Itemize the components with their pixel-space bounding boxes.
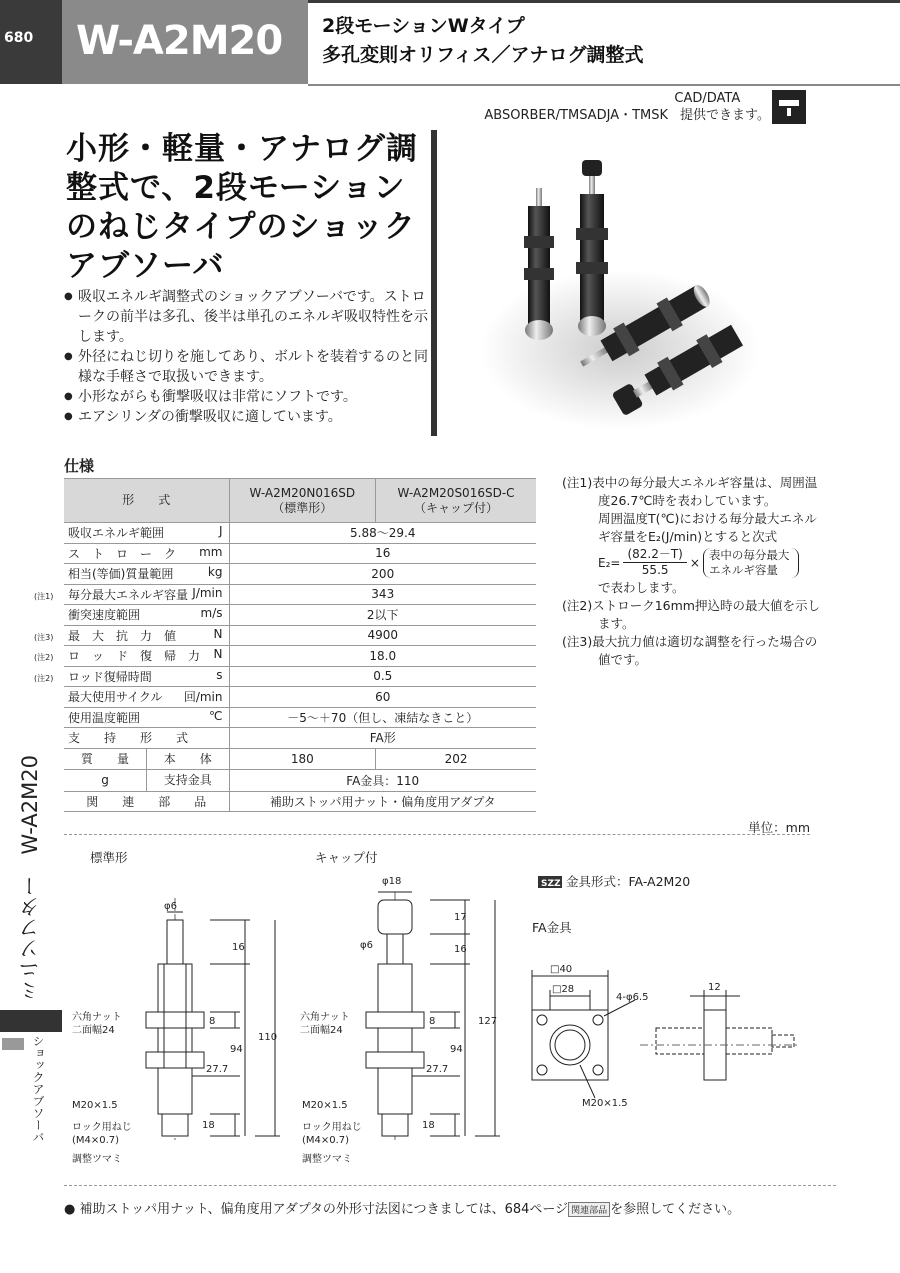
cad-line1: CAD/DATA — [674, 91, 741, 106]
fa-thread-label: M20×1.5 — [582, 1098, 628, 1109]
feature-list — [64, 287, 430, 427]
col1-variant: （標準形） — [272, 500, 333, 515]
std-hex-label2: 二面幅24 — [72, 1025, 115, 1036]
mass-label: 質 量 — [80, 752, 129, 767]
table-row: (注2) ロ ッ ド 復 帰 力 N 18.0 — [64, 646, 536, 667]
energy-formula: E₂= $\frac{(82.2-T)}{55.5}$ × 表中の毎分最大エネルギ容量 — [562, 547, 822, 578]
side-category-label: ショックアブソーバ — [31, 1035, 45, 1143]
std-drawing-title: 標準形 — [90, 850, 128, 865]
side-tab-dark — [0, 1010, 62, 1032]
side-model-label: ミニソフター W-A2M20 — [18, 755, 42, 1002]
table-row: (注3) 最 大 抗 力 値 N 4900 — [64, 625, 536, 646]
std-dim-18: 18 — [202, 1120, 215, 1131]
feature-item: ● 外径にねじ切りを施してあり、ボルトを装着するのと同様な手軽さで取扱いできます。 — [64, 347, 430, 387]
heading-line4: アブソーバ — [66, 248, 225, 284]
product-photo — [470, 150, 760, 440]
unit-label: 単位：mm — [748, 820, 810, 835]
table-row: 使用温度範囲 ℃ －5～＋70（但し、凍結なきこと） — [64, 707, 536, 728]
std-dim-phi6: φ6 — [164, 901, 177, 912]
model-title: W-A2M20 — [62, 0, 308, 84]
heading-line1: 小形・軽量・アナログ調 — [66, 131, 418, 167]
cap-hex-label1: 六角ナット — [300, 1012, 350, 1023]
mass-unit: g — [101, 773, 109, 788]
cap-lock-label2: (M4×0.7) — [302, 1135, 350, 1146]
spec-title: 仕様 — [64, 457, 95, 475]
fa-title: FA金具 — [532, 920, 572, 935]
spec-header-row — [64, 479, 536, 523]
table-row: (注2) ロッド復帰時間 s 0.5 — [64, 666, 536, 687]
note-2: (注2)ストローク16mm押込時の最大値を示します。 — [562, 598, 820, 631]
cap-drawing-title: キャップ付 — [315, 850, 378, 865]
col1-model: W-A2M20N016SD — [249, 485, 356, 500]
table-row: 吸収エネルギ範囲 J 5.88～29.4 — [64, 523, 536, 544]
std-dim-94: 94 — [230, 1044, 243, 1055]
dimension-drawing — [60, 840, 840, 1180]
std-dim-27-7: 27.7 — [206, 1064, 229, 1075]
spec-header-col2 — [376, 479, 536, 523]
spec-header-col1 — [229, 479, 376, 523]
cad-line2: 提供できます。 — [680, 108, 770, 123]
page-number: 680 — [0, 0, 62, 84]
fa-dim-sq40: □40 — [550, 964, 573, 975]
fa-dim-12: 12 — [708, 982, 721, 993]
mass-mount-val: FA金具：110 — [229, 770, 536, 792]
note-1b: 周囲温度T(℃)における毎分最大エネルギ容量をE₂(J/min)とすると次式 — [598, 511, 817, 544]
spec-notes — [562, 474, 822, 669]
cad-code: ABSORBER/TMSADJA・TMSK — [484, 108, 669, 123]
cad-data-note — [484, 90, 770, 124]
table-row — [64, 748, 536, 770]
footer-text1: 補助ストッパ用ナット、偏角度用アダプタの外形寸法図につきましては、684ページ — [79, 1202, 569, 1217]
cap-dim-phi6: φ6 — [360, 940, 373, 951]
header-rule — [308, 84, 900, 86]
table-row — [64, 770, 536, 792]
cap-dim-18: 18 — [422, 1120, 435, 1131]
mass-body-val1: 180 — [229, 748, 376, 770]
heading-line3: のねじタイプのショック — [66, 209, 416, 245]
related-parts-tag: 関連部品 — [568, 1202, 610, 1217]
szz-label: SZZ — [541, 879, 561, 889]
feature-item: ● エアシリンダの衝撃吸収に適しています。 — [64, 407, 430, 427]
std-thread-label: M20×1.5 — [72, 1100, 118, 1111]
table-row: 衝突速度範囲 m/s 2以下 — [64, 605, 536, 626]
cap-lock-label1: ロック用ねじ — [302, 1122, 362, 1133]
feature-item: ● 吸収エネルギ調整式のショックアブソーバです。ストロークの前半は多孔、後半は単孔のエネルギ吸収特性を示します。 — [64, 287, 430, 347]
std-adjust-label: 調整ツマミ — [72, 1154, 122, 1165]
cap-dim-27-7: 27.7 — [426, 1064, 449, 1075]
spec-table — [34, 478, 536, 812]
related-label: 関 連 部 品 — [64, 791, 229, 812]
note-1c: で表わします。 — [598, 580, 685, 595]
subtitle-line2: 多孔変則オリフィス／アナログ調整式 — [322, 44, 644, 66]
cad-data-icon — [772, 90, 806, 124]
mass-mount-label: 支持金具 — [146, 770, 229, 791]
side-tab-gray — [2, 1038, 24, 1050]
std-lock-label2: (M4×0.7) — [72, 1135, 120, 1146]
footer-bullet: ● — [64, 1202, 80, 1217]
table-row — [64, 791, 536, 812]
fa-dim-sq28: □28 — [552, 984, 575, 995]
footer-note — [64, 1198, 740, 1217]
cap-dim-127: 127 — [478, 1016, 498, 1027]
table-row: 最大使用サイクル 回/min 60 — [64, 687, 536, 708]
mass-body-val2: 202 — [376, 748, 536, 770]
section-divider — [64, 834, 810, 835]
related-val: 補助ストッパ用ナット・偏角度用アダプタ — [229, 791, 536, 812]
subtitle-line1: 2段モーションWタイプ — [322, 15, 525, 37]
fa-dim-holes: 4-φ6.5 — [616, 992, 649, 1003]
std-dim-110: 110 — [258, 1032, 278, 1043]
mass-body-label: 本 体 — [146, 749, 229, 770]
col2-variant: （キャップ付） — [414, 500, 499, 515]
note-1a: (注1)表中の毎分最大エネルギ容量は、周囲温度26.7℃時を表わしています。 — [562, 475, 818, 508]
spec-header-label: 形 式 — [64, 479, 229, 523]
table-row: 相当(等価)質量範囲 kg 200 — [64, 564, 536, 585]
footer-text2: を参照してください。 — [610, 1202, 741, 1217]
cap-dim-phi18: φ18 — [382, 876, 402, 887]
std-dim-8: 8 — [209, 1016, 216, 1027]
table-row: 支 持 形 式 FA形 — [64, 728, 536, 749]
cap-dim-16: 16 — [454, 944, 467, 955]
cap-adjust-label: 調整ツマミ — [302, 1154, 352, 1165]
footer-divider — [64, 1185, 836, 1186]
table-row: ス ト ロ ー ク mm 16 — [64, 543, 536, 564]
heading-line2: 整式で、2段モーション — [66, 170, 406, 206]
col2-model: W-A2M20S016SD-C — [397, 485, 515, 500]
main-heading — [66, 130, 436, 286]
cap-dim-94: 94 — [450, 1044, 463, 1055]
cap-thread-label: M20×1.5 — [302, 1100, 348, 1111]
feature-item: ● 小形ながらも衝撃吸収は非常にソフトです。 — [64, 387, 430, 407]
note-3: (注3)最大抗力値は適切な調整を行った場合の値です。 — [562, 634, 818, 667]
std-lock-label1: ロック用ねじ — [72, 1122, 132, 1133]
mount-type-label: 金具形式：FA-A2M20 — [566, 874, 691, 889]
cap-hex-label2: 二面幅24 — [300, 1025, 343, 1036]
cap-dim-17: 17 — [454, 912, 467, 923]
cap-dim-8: 8 — [429, 1016, 436, 1027]
std-dim-16: 16 — [232, 942, 245, 953]
heading-bar — [431, 130, 437, 436]
table-row: (注1) 毎分最大エネルギ容量 J/min 343 — [64, 584, 536, 605]
std-hex-label1: 六角ナット — [72, 1012, 122, 1023]
header-subtitle — [322, 12, 643, 70]
